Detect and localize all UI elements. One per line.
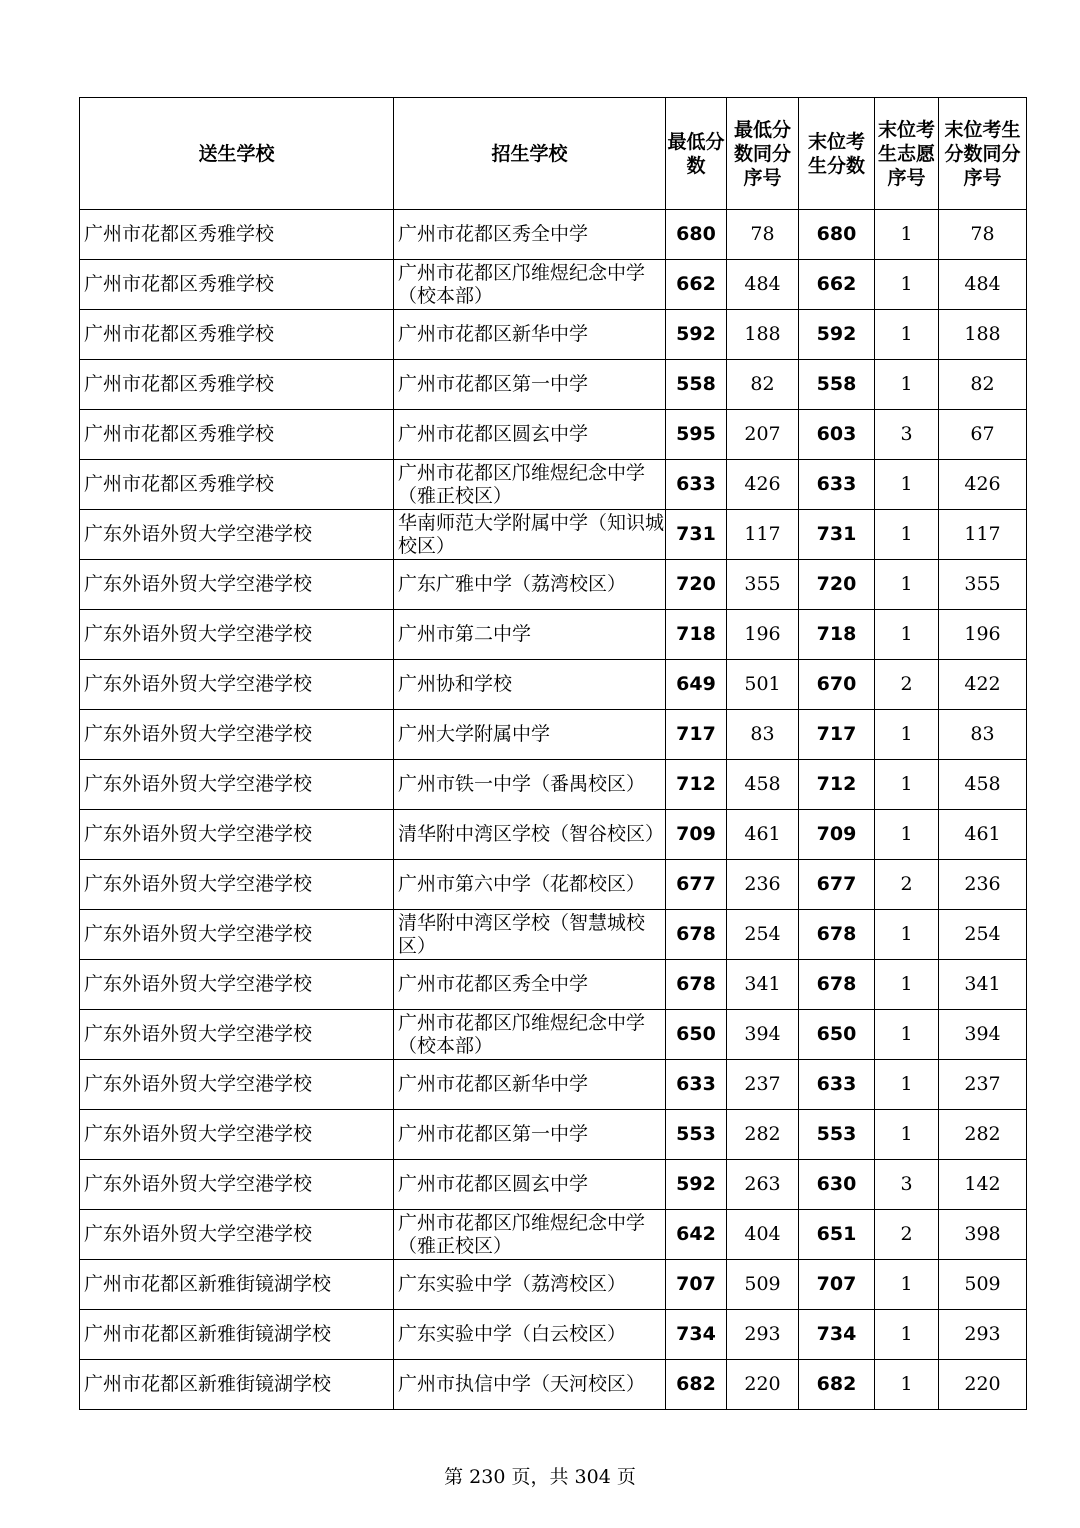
min-score-tie-rank-cell: 426	[727, 460, 799, 510]
last-student-tie-rank-cell: 394	[939, 1010, 1027, 1060]
table-row	[80, 1110, 1027, 1160]
last-student-score-cell: 651	[799, 1210, 875, 1260]
last-student-score-cell: 720	[799, 560, 875, 610]
last-student-choice-rank-cell: 1	[875, 710, 939, 760]
min-score-tie-rank-cell: 220	[727, 1360, 799, 1410]
last-student-score-cell: 682	[799, 1360, 875, 1410]
min-score-cell: 731	[666, 510, 727, 560]
last-student-tie-rank-cell: 117	[939, 510, 1027, 560]
sending-school-cell: 广东外语外贸大学空港学校	[80, 1010, 394, 1060]
sending-school-cell: 广东外语外贸大学空港学校	[80, 960, 394, 1010]
header-last-student-score: 末位考生分数	[799, 98, 875, 210]
sending-school-cell: 广东外语外贸大学空港学校	[80, 910, 394, 960]
last-student-choice-rank-cell: 1	[875, 810, 939, 860]
min-score-cell: 553	[666, 1110, 727, 1160]
table-row	[80, 710, 1027, 760]
last-student-tie-rank-cell: 67	[939, 410, 1027, 460]
last-student-choice-rank-cell: 1	[875, 910, 939, 960]
min-score-cell: 712	[666, 760, 727, 810]
last-student-score-cell: 662	[799, 260, 875, 310]
last-student-tie-rank-cell: 461	[939, 810, 1027, 860]
receiving-school-cell: 广州市花都区新华中学	[394, 310, 666, 360]
receiving-school-cell: 华南师范大学附属中学（知识城校区）	[394, 510, 666, 560]
admission-score-table	[79, 97, 1027, 1410]
last-student-choice-rank-cell: 1	[875, 510, 939, 560]
last-student-score-cell: 680	[799, 210, 875, 260]
min-score-tie-rank-cell: 509	[727, 1260, 799, 1310]
table-row	[80, 1360, 1027, 1410]
header-last-student-choice-rank: 末位考生志愿序号	[875, 98, 939, 210]
last-student-score-cell: 677	[799, 860, 875, 910]
last-student-tie-rank-cell: 83	[939, 710, 1027, 760]
last-student-tie-rank-cell: 293	[939, 1310, 1027, 1360]
sending-school-cell: 广州市花都区秀雅学校	[80, 310, 394, 360]
receiving-school-cell: 广州市花都区秀全中学	[394, 210, 666, 260]
table-row	[80, 760, 1027, 810]
sending-school-cell: 广州市花都区新雅街镜湖学校	[80, 1360, 394, 1410]
min-score-cell: 678	[666, 960, 727, 1010]
min-score-cell: 592	[666, 1160, 727, 1210]
last-student-choice-rank-cell: 1	[875, 1010, 939, 1060]
header-receiving-school: 招生学校	[394, 98, 666, 210]
receiving-school-cell: 广州市第六中学（花都校区）	[394, 860, 666, 910]
min-score-cell: 720	[666, 560, 727, 610]
min-score-cell: 633	[666, 460, 727, 510]
last-student-choice-rank-cell: 1	[875, 310, 939, 360]
min-score-cell: 649	[666, 660, 727, 710]
last-student-tie-rank-cell: 236	[939, 860, 1027, 910]
table-row	[80, 310, 1027, 360]
table-row	[80, 1260, 1027, 1310]
min-score-cell: 680	[666, 210, 727, 260]
sending-school-cell: 广州市花都区新雅街镜湖学校	[80, 1260, 394, 1310]
sending-school-cell: 广东外语外贸大学空港学校	[80, 510, 394, 560]
last-student-tie-rank-cell: 196	[939, 610, 1027, 660]
min-score-tie-rank-cell: 236	[727, 860, 799, 910]
table-row	[80, 510, 1027, 560]
table-row	[80, 460, 1027, 510]
last-student-score-cell: 734	[799, 1310, 875, 1360]
last-student-choice-rank-cell: 1	[875, 1360, 939, 1410]
table-row	[80, 1010, 1027, 1060]
receiving-school-cell: 广州市铁一中学（番禺校区）	[394, 760, 666, 810]
last-student-score-cell: 633	[799, 1060, 875, 1110]
last-student-score-cell: 603	[799, 410, 875, 460]
last-student-choice-rank-cell: 1	[875, 960, 939, 1010]
table-row	[80, 560, 1027, 610]
table-body	[80, 210, 1027, 1410]
sending-school-cell: 广东外语外贸大学空港学校	[80, 560, 394, 610]
min-score-cell: 662	[666, 260, 727, 310]
last-student-score-cell: 678	[799, 910, 875, 960]
last-student-tie-rank-cell: 484	[939, 260, 1027, 310]
last-student-score-cell: 630	[799, 1160, 875, 1210]
min-score-tie-rank-cell: 501	[727, 660, 799, 710]
last-student-score-cell: 707	[799, 1260, 875, 1310]
min-score-cell: 595	[666, 410, 727, 460]
last-student-tie-rank-cell: 237	[939, 1060, 1027, 1110]
min-score-tie-rank-cell: 263	[727, 1160, 799, 1210]
receiving-school-cell: 广州市花都区新华中学	[394, 1060, 666, 1110]
min-score-tie-rank-cell: 341	[727, 960, 799, 1010]
min-score-tie-rank-cell: 484	[727, 260, 799, 310]
min-score-tie-rank-cell: 355	[727, 560, 799, 610]
min-score-cell: 709	[666, 810, 727, 860]
sending-school-cell: 广州市花都区新雅街镜湖学校	[80, 1310, 394, 1360]
last-student-score-cell: 718	[799, 610, 875, 660]
min-score-cell: 682	[666, 1360, 727, 1410]
sending-school-cell: 广东外语外贸大学空港学校	[80, 660, 394, 710]
last-student-score-cell: 558	[799, 360, 875, 410]
min-score-tie-rank-cell: 237	[727, 1060, 799, 1110]
last-student-choice-rank-cell: 2	[875, 860, 939, 910]
last-student-choice-rank-cell: 1	[875, 460, 939, 510]
sending-school-cell: 广东外语外贸大学空港学校	[80, 1110, 394, 1160]
min-score-tie-rank-cell: 461	[727, 810, 799, 860]
last-student-score-cell: 553	[799, 1110, 875, 1160]
last-student-tie-rank-cell: 355	[939, 560, 1027, 610]
table-row	[80, 860, 1027, 910]
receiving-school-cell: 广州市花都区第一中学	[394, 360, 666, 410]
table-row	[80, 910, 1027, 960]
min-score-cell: 677	[666, 860, 727, 910]
sending-school-cell: 广东外语外贸大学空港学校	[80, 1210, 394, 1260]
min-score-cell: 678	[666, 910, 727, 960]
last-student-tie-rank-cell: 341	[939, 960, 1027, 1010]
last-student-score-cell: 592	[799, 310, 875, 360]
sending-school-cell: 广东外语外贸大学空港学校	[80, 760, 394, 810]
sending-school-cell: 广东外语外贸大学空港学校	[80, 1160, 394, 1210]
sending-school-cell: 广州市花都区秀雅学校	[80, 410, 394, 460]
sending-school-cell: 广州市花都区秀雅学校	[80, 360, 394, 410]
last-student-tie-rank-cell: 254	[939, 910, 1027, 960]
receiving-school-cell: 广东实验中学（荔湾校区）	[394, 1260, 666, 1310]
last-student-tie-rank-cell: 509	[939, 1260, 1027, 1310]
receiving-school-cell: 广东广雅中学（荔湾校区）	[394, 560, 666, 610]
sending-school-cell: 广州市花都区秀雅学校	[80, 210, 394, 260]
header-last-student-tie-rank: 末位考生分数同分序号	[939, 98, 1027, 210]
last-student-tie-rank-cell: 398	[939, 1210, 1027, 1260]
receiving-school-cell: 广州市执信中学（天河校区）	[394, 1360, 666, 1410]
table-row	[80, 1310, 1027, 1360]
table-row	[80, 1060, 1027, 1110]
last-student-tie-rank-cell: 426	[939, 460, 1027, 510]
receiving-school-cell: 广东实验中学（白云校区）	[394, 1310, 666, 1360]
receiving-school-cell: 广州市花都区邝维煜纪念中学（校本部）	[394, 260, 666, 310]
min-score-cell: 558	[666, 360, 727, 410]
table-row	[80, 1160, 1027, 1210]
min-score-tie-rank-cell: 207	[727, 410, 799, 460]
header-min-score: 最低分数	[666, 98, 727, 210]
table-row	[80, 210, 1027, 260]
last-student-choice-rank-cell: 2	[875, 1210, 939, 1260]
last-student-choice-rank-cell: 1	[875, 1310, 939, 1360]
sending-school-cell: 广州市花都区秀雅学校	[80, 460, 394, 510]
receiving-school-cell: 清华附中湾区学校（智谷校区）	[394, 810, 666, 860]
table-row	[80, 360, 1027, 410]
table-row	[80, 810, 1027, 860]
last-student-choice-rank-cell: 1	[875, 1110, 939, 1160]
min-score-tie-rank-cell: 293	[727, 1310, 799, 1360]
min-score-tie-rank-cell: 254	[727, 910, 799, 960]
table-row	[80, 660, 1027, 710]
last-student-choice-rank-cell: 1	[875, 210, 939, 260]
last-student-choice-rank-cell: 1	[875, 260, 939, 310]
table-row	[80, 610, 1027, 660]
receiving-school-cell: 广州市花都区第一中学	[394, 1110, 666, 1160]
last-student-tie-rank-cell: 422	[939, 660, 1027, 710]
last-student-choice-rank-cell: 1	[875, 560, 939, 610]
receiving-school-cell: 广州市花都区秀全中学	[394, 960, 666, 1010]
last-student-tie-rank-cell: 282	[939, 1110, 1027, 1160]
min-score-tie-rank-cell: 78	[727, 210, 799, 260]
last-student-tie-rank-cell: 220	[939, 1360, 1027, 1410]
last-student-choice-rank-cell: 3	[875, 410, 939, 460]
sending-school-cell: 广东外语外贸大学空港学校	[80, 810, 394, 860]
header-min-score-tie-rank: 最低分数同分序号	[727, 98, 799, 210]
page-number: 第 230 页，共 304 页	[444, 1466, 636, 1488]
table-row	[80, 1210, 1027, 1260]
last-student-score-cell: 717	[799, 710, 875, 760]
min-score-cell: 592	[666, 310, 727, 360]
sending-school-cell: 广东外语外贸大学空港学校	[80, 710, 394, 760]
sending-school-cell: 广东外语外贸大学空港学校	[80, 610, 394, 660]
min-score-tie-rank-cell: 458	[727, 760, 799, 810]
receiving-school-cell: 广州市花都区圆玄中学	[394, 410, 666, 460]
last-student-score-cell: 633	[799, 460, 875, 510]
min-score-cell: 707	[666, 1260, 727, 1310]
last-student-choice-rank-cell: 1	[875, 610, 939, 660]
min-score-cell: 717	[666, 710, 727, 760]
last-student-choice-rank-cell: 1	[875, 360, 939, 410]
table-row	[80, 960, 1027, 1010]
receiving-school-cell: 广州市花都区圆玄中学	[394, 1160, 666, 1210]
min-score-tie-rank-cell: 394	[727, 1010, 799, 1060]
min-score-tie-rank-cell: 117	[727, 510, 799, 560]
last-student-score-cell: 709	[799, 810, 875, 860]
last-student-tie-rank-cell: 142	[939, 1160, 1027, 1210]
last-student-score-cell: 731	[799, 510, 875, 560]
last-student-choice-rank-cell: 1	[875, 1260, 939, 1310]
last-student-score-cell: 712	[799, 760, 875, 810]
header-sending-school: 送生学校	[80, 98, 394, 210]
last-student-score-cell: 678	[799, 960, 875, 1010]
last-student-choice-rank-cell: 3	[875, 1160, 939, 1210]
min-score-tie-rank-cell: 282	[727, 1110, 799, 1160]
receiving-school-cell: 清华附中湾区学校（智慧城校区）	[394, 910, 666, 960]
min-score-tie-rank-cell: 196	[727, 610, 799, 660]
last-student-choice-rank-cell: 1	[875, 1060, 939, 1110]
sending-school-cell: 广州市花都区秀雅学校	[80, 260, 394, 310]
receiving-school-cell: 广州协和学校	[394, 660, 666, 710]
table-row	[80, 410, 1027, 460]
table-header-row	[80, 98, 1027, 210]
min-score-tie-rank-cell: 404	[727, 1210, 799, 1260]
min-score-cell: 650	[666, 1010, 727, 1060]
min-score-tie-rank-cell: 83	[727, 710, 799, 760]
min-score-tie-rank-cell: 82	[727, 360, 799, 410]
sending-school-cell: 广东外语外贸大学空港学校	[80, 860, 394, 910]
min-score-cell: 642	[666, 1210, 727, 1260]
last-student-choice-rank-cell: 2	[875, 660, 939, 710]
receiving-school-cell: 广州大学附属中学	[394, 710, 666, 760]
sending-school-cell: 广东外语外贸大学空港学校	[80, 1060, 394, 1110]
receiving-school-cell: 广州市花都区邝维煜纪念中学（雅正校区）	[394, 460, 666, 510]
min-score-cell: 633	[666, 1060, 727, 1110]
last-student-choice-rank-cell: 1	[875, 760, 939, 810]
receiving-school-cell: 广州市花都区邝维煜纪念中学（校本部）	[394, 1010, 666, 1060]
receiving-school-cell: 广州市花都区邝维煜纪念中学（雅正校区）	[394, 1210, 666, 1260]
min-score-tie-rank-cell: 188	[727, 310, 799, 360]
min-score-cell: 734	[666, 1310, 727, 1360]
last-student-score-cell: 650	[799, 1010, 875, 1060]
last-student-tie-rank-cell: 82	[939, 360, 1027, 410]
table-row	[80, 260, 1027, 310]
min-score-cell: 718	[666, 610, 727, 660]
last-student-score-cell: 670	[799, 660, 875, 710]
last-student-tie-rank-cell: 78	[939, 210, 1027, 260]
last-student-tie-rank-cell: 188	[939, 310, 1027, 360]
receiving-school-cell: 广州市第二中学	[394, 610, 666, 660]
last-student-tie-rank-cell: 458	[939, 760, 1027, 810]
